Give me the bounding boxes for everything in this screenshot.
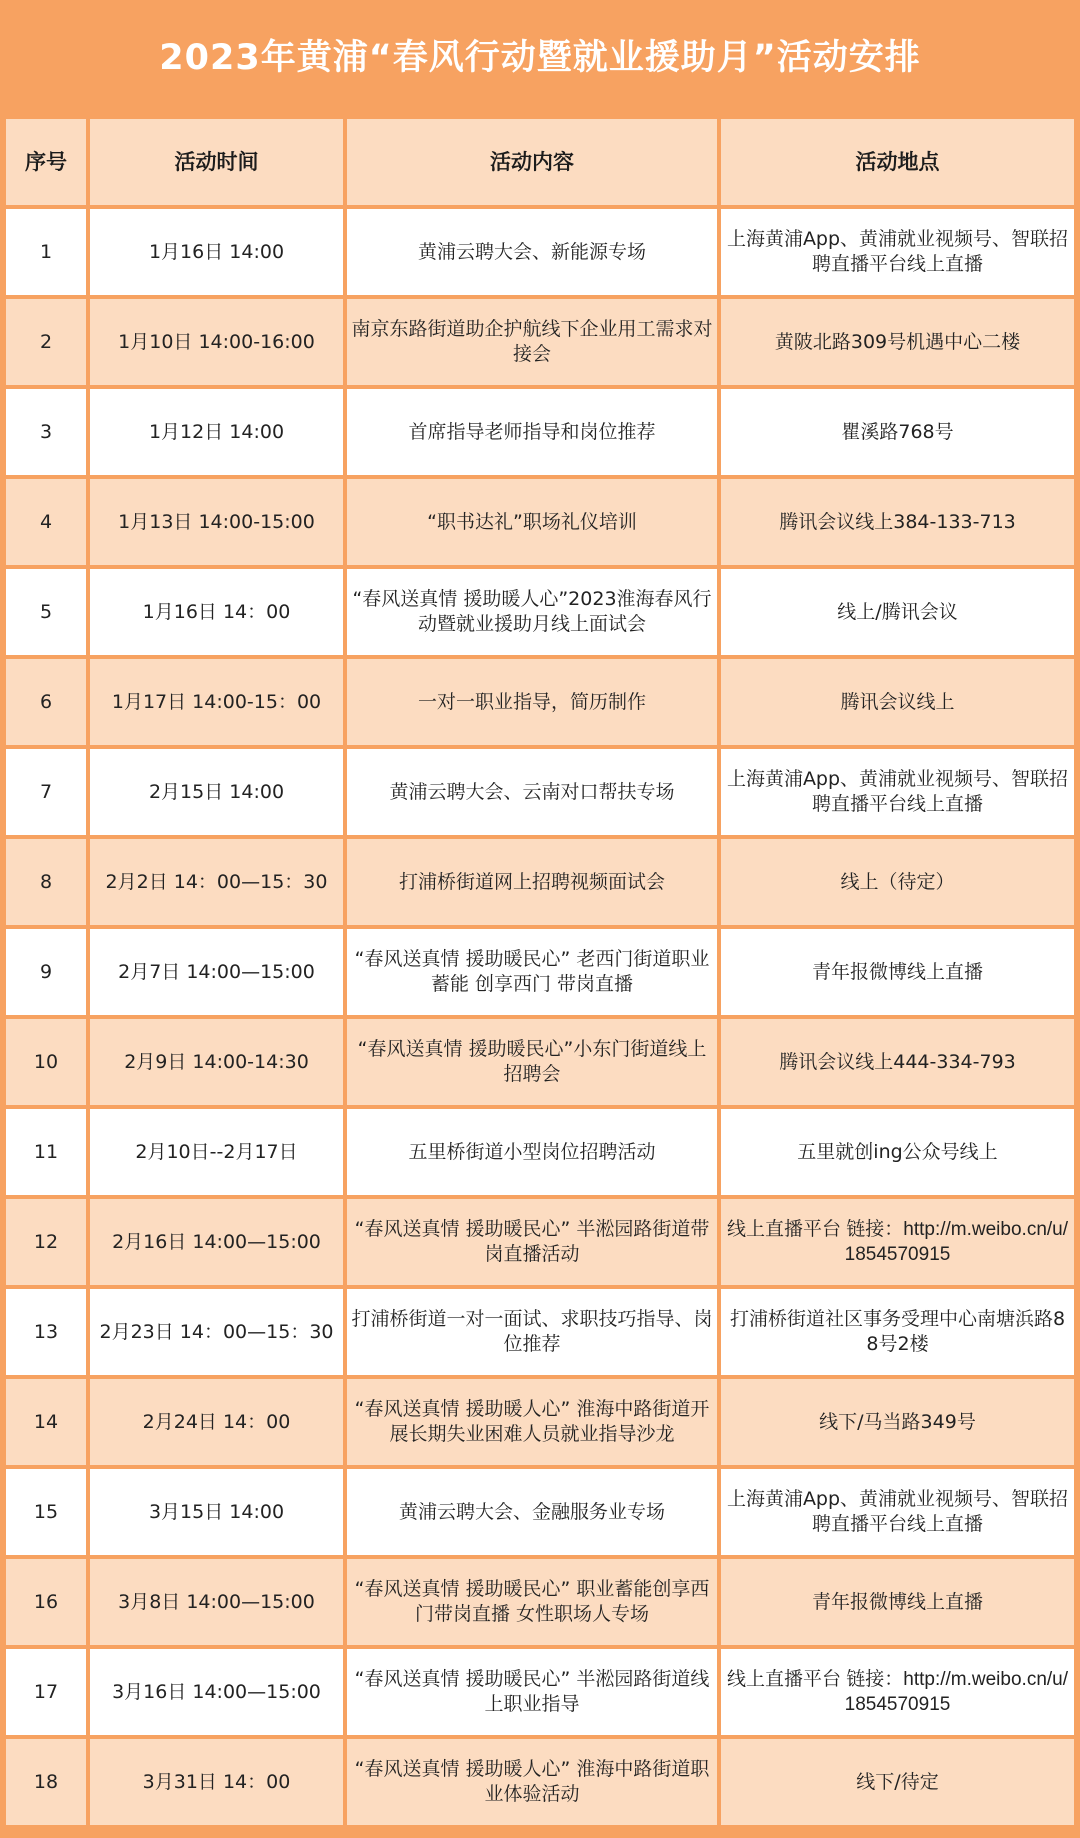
table-row xyxy=(4,747,1076,837)
row-index: 15 xyxy=(4,1467,88,1557)
table-row xyxy=(4,657,1076,747)
row-content: “春风送真情 援助暖民心”小东门街道线上招聘会 xyxy=(345,1017,719,1107)
row-index: 14 xyxy=(4,1377,88,1467)
table-row xyxy=(4,1197,1076,1287)
row-index: 6 xyxy=(4,657,88,747)
row-time: 1月17日 14:00-15：00 xyxy=(88,657,345,747)
header-content: 活动内容 xyxy=(345,117,719,207)
row-place: 腾讯会议线上384-133-713 xyxy=(719,477,1076,567)
row-time: 3月15日 14:00 xyxy=(88,1467,345,1557)
table-row xyxy=(4,837,1076,927)
table-row xyxy=(4,477,1076,567)
row-content: 打浦桥街道一对一面试、求职技巧指导、岗位推荐 xyxy=(345,1287,719,1377)
row-time: 3月16日 14:00—15:00 xyxy=(88,1647,345,1737)
row-content: 打浦桥街道网上招聘视频面试会 xyxy=(345,837,719,927)
table-row xyxy=(4,1737,1076,1827)
row-time: 1月10日 14:00-16:00 xyxy=(88,297,345,387)
row-place: 上海黄浦App、黄浦就业视频号、智联招聘直播平台线上直播 xyxy=(719,1467,1076,1557)
row-content: 黄浦云聘大会、金融服务业专场 xyxy=(345,1467,719,1557)
row-time: 1月16日 14:00 xyxy=(88,207,345,297)
row-content: “职书达礼”职场礼仪培训 xyxy=(345,477,719,567)
table-row xyxy=(4,1287,1076,1377)
row-index: 7 xyxy=(4,747,88,837)
row-time: 2月15日 14:00 xyxy=(88,747,345,837)
row-content: “春风送真情 援助暖民心” 半淞园路街道线上职业指导 xyxy=(345,1647,719,1737)
row-content: 首席指导老师指导和岗位推荐 xyxy=(345,387,719,477)
row-place: 青年报微博线上直播 xyxy=(719,927,1076,1017)
row-place: 黄陂北路309号机遇中心二楼 xyxy=(719,297,1076,387)
row-content: “春风送真情 援助暖人心”2023淮海春风行动暨就业援助月线上面试会 xyxy=(345,567,719,657)
row-content: 五里桥街道小型岗位招聘活动 xyxy=(345,1107,719,1197)
table-row xyxy=(4,567,1076,657)
row-place: 线上直播平台 链接：http://m.weibo.cn/u/1854570915 xyxy=(719,1197,1076,1287)
table-row xyxy=(4,927,1076,1017)
row-time: 1月16日 14：00 xyxy=(88,567,345,657)
row-index: 18 xyxy=(4,1737,88,1827)
row-place: 五里就创ing公众号线上 xyxy=(719,1107,1076,1197)
row-index: 13 xyxy=(4,1287,88,1377)
row-content: 黄浦云聘大会、新能源专场 xyxy=(345,207,719,297)
row-time: 3月31日 14：00 xyxy=(88,1737,345,1827)
table-row xyxy=(4,297,1076,387)
row-place: 上海黄浦App、黄浦就业视频号、智联招聘直播平台线上直播 xyxy=(719,207,1076,297)
table-row xyxy=(4,387,1076,477)
row-index: 16 xyxy=(4,1557,88,1647)
row-time: 2月10日--2月17日 xyxy=(88,1107,345,1197)
table-row xyxy=(4,1647,1076,1737)
page-title: 2023年黄浦“春风行动暨就业援助月”活动安排 xyxy=(159,38,921,78)
row-time: 2月2日 14：00—15：30 xyxy=(88,837,345,927)
row-place: 腾讯会议线上444-334-793 xyxy=(719,1017,1076,1107)
row-index: 17 xyxy=(4,1647,88,1737)
header-place: 活动地点 xyxy=(719,117,1076,207)
schedule-table xyxy=(4,117,1076,1827)
row-content: 南京东路街道助企护航线下企业用工需求对接会 xyxy=(345,297,719,387)
row-time: 2月9日 14:00-14:30 xyxy=(88,1017,345,1107)
row-time: 2月16日 14:00—15:00 xyxy=(88,1197,345,1287)
row-content: 黄浦云聘大会、云南对口帮扶专场 xyxy=(345,747,719,837)
row-place: 青年报微博线上直播 xyxy=(719,1557,1076,1647)
table-header-row xyxy=(4,117,1076,207)
row-index: 5 xyxy=(4,567,88,657)
row-time: 1月13日 14:00-15:00 xyxy=(88,477,345,567)
row-index: 9 xyxy=(4,927,88,1017)
row-place: 线上直播平台 链接：http://m.weibo.cn/u/1854570915 xyxy=(719,1647,1076,1737)
row-place: 瞿溪路768号 xyxy=(719,387,1076,477)
row-index: 11 xyxy=(4,1107,88,1197)
row-time: 3月8日 14:00—15:00 xyxy=(88,1557,345,1647)
row-index: 8 xyxy=(4,837,88,927)
header-time: 活动时间 xyxy=(88,117,345,207)
header-index: 序号 xyxy=(4,117,88,207)
row-place: 线上（待定） xyxy=(719,837,1076,927)
row-content: “春风送真情 援助暖民心” 老西门街道职业蓄能 创享西门 带岗直播 xyxy=(345,927,719,1017)
row-index: 3 xyxy=(4,387,88,477)
row-place: 打浦桥街道社区事务受理中心南塘浜路88号2楼 xyxy=(719,1287,1076,1377)
row-content: 一对一职业指导，简历制作 xyxy=(345,657,719,747)
table-row xyxy=(4,207,1076,297)
row-index: 4 xyxy=(4,477,88,567)
row-place: 腾讯会议线上 xyxy=(719,657,1076,747)
row-content: “春风送真情 援助暖人心” 淮海中路街道职业体验活动 xyxy=(345,1737,719,1827)
table-row xyxy=(4,1377,1076,1467)
row-place: 上海黄浦App、黄浦就业视频号、智联招聘直播平台线上直播 xyxy=(719,747,1076,837)
row-index: 12 xyxy=(4,1197,88,1287)
row-place: 线下/待定 xyxy=(719,1737,1076,1827)
row-place: 线上/腾讯会议 xyxy=(719,567,1076,657)
row-time: 2月23日 14：00—15：30 xyxy=(88,1287,345,1377)
table-row xyxy=(4,1467,1076,1557)
row-time: 2月7日 14:00—15:00 xyxy=(88,927,345,1017)
row-time: 2月24日 14：00 xyxy=(88,1377,345,1467)
row-index: 10 xyxy=(4,1017,88,1107)
row-index: 1 xyxy=(4,207,88,297)
table-row xyxy=(4,1557,1076,1647)
row-time: 1月12日 14:00 xyxy=(88,387,345,477)
row-content: “春风送真情 援助暖民心” 半淞园路街道带岗直播活动 xyxy=(345,1197,719,1287)
table-row xyxy=(4,1017,1076,1107)
row-content: “春风送真情 援助暖民心” 职业蓄能创享西门带岗直播 女性职场人专场 xyxy=(345,1557,719,1647)
table-row xyxy=(4,1107,1076,1197)
row-content: “春风送真情 援助暖人心” 淮海中路街道开展长期失业困难人员就业指导沙龙 xyxy=(345,1377,719,1467)
row-place: 线下/马当路349号 xyxy=(719,1377,1076,1467)
row-index: 2 xyxy=(4,297,88,387)
